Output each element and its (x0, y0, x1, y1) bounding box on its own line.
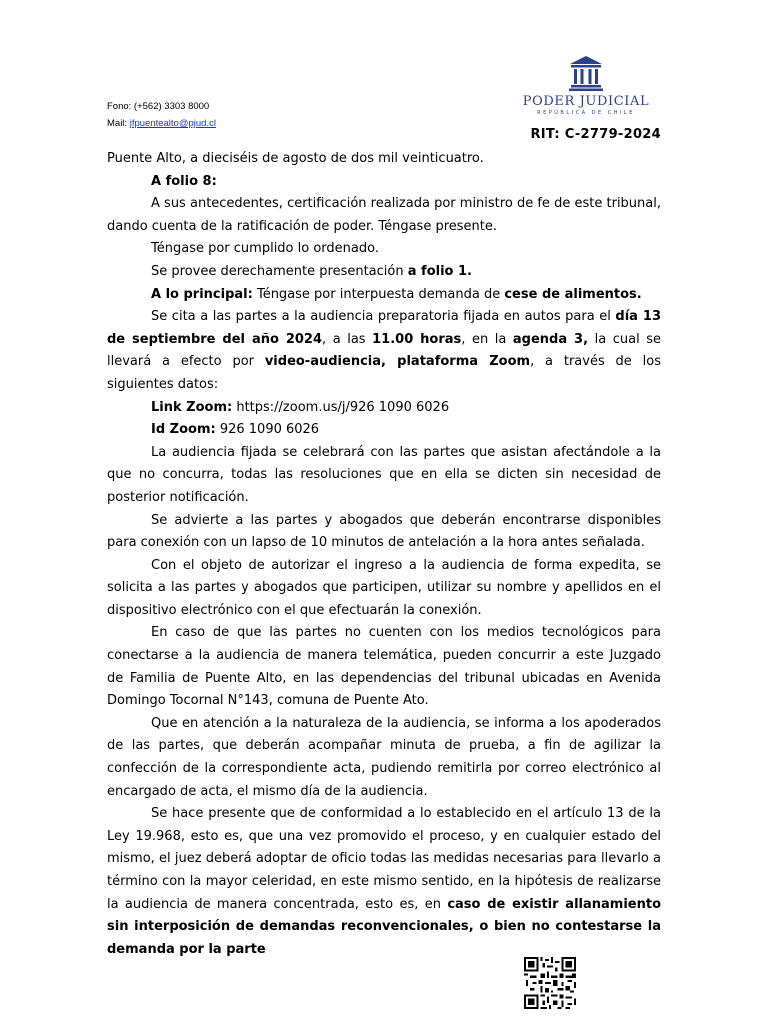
paragraph-5: Se cita a las partes a la audiencia preparatoria fijada en autos para el día 13 de septiembre del año 2024, a las 11.00 horas, en la agenda 3, la cual se llevará a efecto por video-audiencia, plataforma Zoom, a través de los siguientes datos: (107, 309, 661, 392)
zoom-id-line (107, 419, 661, 442)
zoom-link-line (107, 397, 661, 420)
zoom-link[interactable]: https://zoom.us/j/926 1090 6026 (232, 399, 450, 415)
logo-title: PODER JUDICIAL (522, 94, 650, 109)
courthouse-logo-icon (568, 54, 604, 92)
zoom-id-label: Id Zoom: (151, 422, 216, 438)
paragraph-1: A sus antecedentes, certificación realizada por ministro de fe de este tribunal, dando cuenta de la ratificación de poder. Téngase presente. (107, 196, 661, 234)
poder-judicial-logo (522, 54, 650, 116)
mail-label: Mail: (107, 118, 130, 129)
paragraph-2: Téngase por cumplido lo ordenado. (151, 241, 379, 257)
zoom-link-label: Link Zoom: (151, 399, 233, 415)
paragraph-8: Con el objeto de autorizar el ingreso a la audiencia de forma expedita, se solicita a las partes y abogados que participen, utilizar su nombre y apellidos en el dispositivo electrónico con el que efectuarán la conexión. (107, 557, 661, 618)
email-link[interactable]: jfpuentealto@pjud.cl (129, 118, 216, 129)
resolution-body (107, 148, 661, 961)
phone-text: Fono: (+562) 3303 8000 (107, 101, 210, 112)
contact-info (107, 98, 216, 132)
paragraph-9: En caso de que las partes no cuenten con los medios tecnológicos para conectarse a la audiencia de manera telemática, pueden concurrir a este Juzgado de Familia de Puente Alto, en las dependencias del tribunal ubicadas en Avenida Domingo Tocornal N°143, comuna de Puente Ato. (107, 625, 661, 709)
paragraph-7: Se advierte a las partes y abogados que deberán encontrarse disponibles para conexión con un lapso de 10 minutos de antelación a la hora antes señalada. (107, 512, 661, 551)
paragraph-6: La audiencia fijada se celebrará con las partes que asistan afectándole a la que no concurra, todas las resoluciones que en ella se dicten sin necesidad de posterior notificación. (107, 444, 661, 505)
paragraph-3: Se provee derechamente presentación a folio 1. (151, 263, 472, 279)
folio8-heading: A folio 8: (151, 173, 217, 189)
date-line: Puente Alto, a dieciséis de agosto de dos mil veinticuatro. (107, 151, 484, 166)
case-rit: RIT: C-2779-2024 (530, 127, 661, 142)
zoom-id-value: 926 1090 6026 (215, 422, 320, 438)
paragraph-11: Se hace presente que de conformidad a lo establecido en el artículo 13 de la Ley 19.968, esto es, que una vez promovido el proceso, y en cualquier estado del mismo, el juez deberá adoptar de oficio todas las medidas necesarias para llevarlo a término con la mayor celeridad, en este mismo sentido, en la hipótesis de realizarse la audiencia de manera concentrada, esto es, en caso de existir allanamiento sin interposición de demandas reconvencionales, o bien no contestarse la demanda por la parte (107, 806, 662, 957)
qr-code-icon (524, 957, 576, 1009)
mail-line (107, 115, 216, 132)
logo-subtitle: REPÚBLICA DE CHILE (537, 110, 635, 116)
paragraph-10: Que en atención a la naturaleza de la audiencia, se informa a los apoderados de las partes, que deberán acompañar minuta de prueba, a fin de agilizar la confección de la correspondiente acta, pudiendo remitirla por correo electrónico al encargado de acta, el mismo día de la audiencia. (107, 715, 661, 799)
paragraph-4: A lo principal: Téngase por interpuesta demanda de cese de alimentos. (151, 286, 642, 302)
